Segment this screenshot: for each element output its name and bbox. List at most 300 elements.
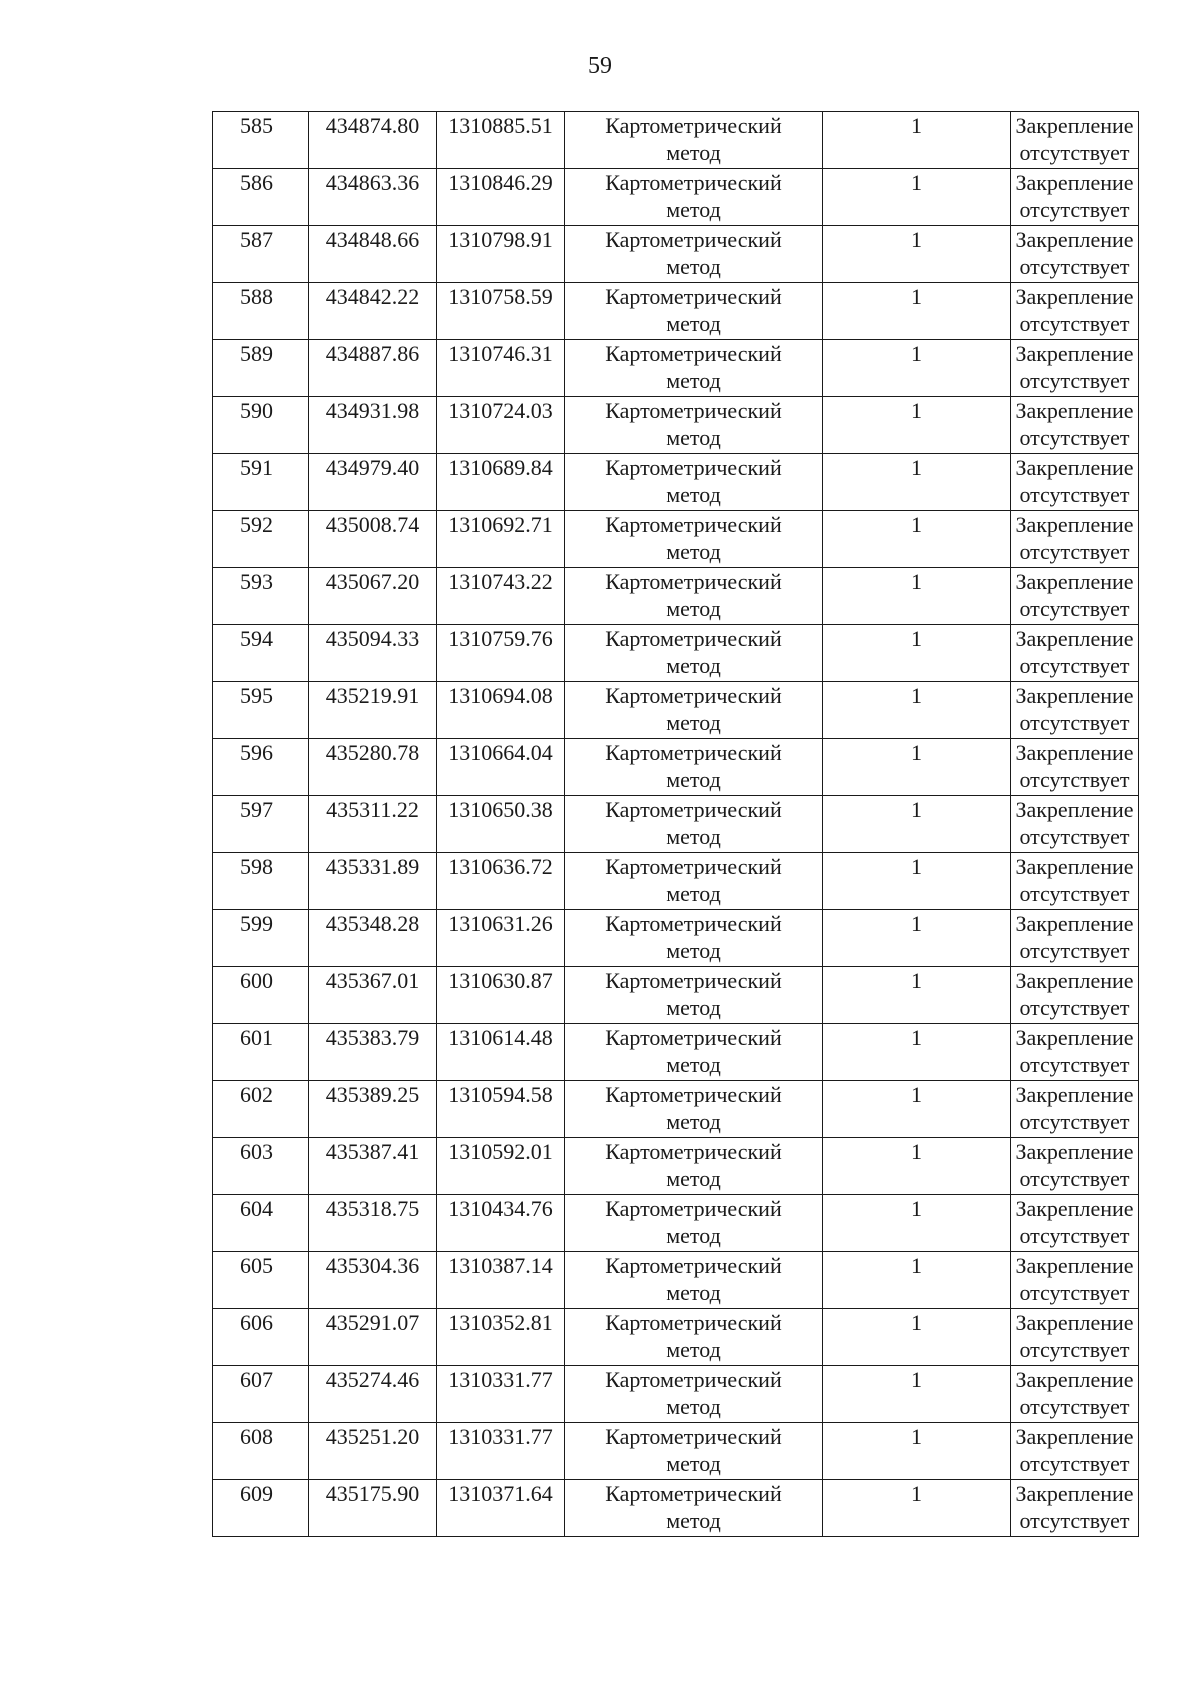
x-coordinate-cell-text: 435274.46 — [325, 1367, 420, 1392]
table-row — [213, 397, 1139, 454]
method-cell-text: метод — [666, 1394, 721, 1419]
x-coordinate-cell-text: 435383.79 — [325, 1025, 420, 1050]
x-coordinate-cell-text: 435067.20 — [325, 569, 420, 594]
method-cell-text: Картометрический — [605, 854, 782, 879]
fixing-cell-text: отсутствует — [1019, 767, 1130, 792]
y-coordinate-cell — [437, 226, 565, 283]
fixing-cell-text: Закрепление — [1015, 797, 1134, 822]
point-number-cell — [213, 1309, 309, 1366]
y-coordinate-cell-text: 1310798.91 — [448, 227, 553, 252]
accuracy-cell — [823, 568, 1011, 625]
method-cell-text: метод — [666, 368, 721, 393]
point-number-cell — [213, 1480, 309, 1537]
method-cell-text: Картометрический — [605, 740, 782, 765]
x-coordinate-cell-text: 435348.28 — [325, 911, 420, 936]
accuracy-cell-text: 1 — [911, 227, 922, 252]
table-row — [213, 796, 1139, 853]
method-cell-text: Картометрический — [605, 341, 782, 366]
fixing-cell-text: Закрепление — [1015, 113, 1134, 138]
x-coordinate-cell — [309, 1081, 437, 1138]
method-cell-text: метод — [666, 425, 721, 450]
point-number-cell — [213, 340, 309, 397]
method-cell-text: метод — [666, 596, 721, 621]
page-number: 59 — [588, 53, 612, 79]
fixing-cell-text: отсутствует — [1019, 881, 1130, 906]
table-row — [213, 568, 1139, 625]
fixing-cell — [1011, 1252, 1139, 1309]
y-coordinate-cell — [437, 340, 565, 397]
method-cell — [565, 910, 823, 967]
table-row — [213, 1081, 1139, 1138]
method-cell — [565, 1480, 823, 1537]
fixing-cell — [1011, 454, 1139, 511]
y-coordinate-cell — [437, 910, 565, 967]
method-cell — [565, 1252, 823, 1309]
method-cell-text: Картометрический — [605, 1025, 782, 1050]
point-number-cell — [213, 1081, 309, 1138]
x-coordinate-cell — [309, 967, 437, 1024]
point-number-cell — [213, 1366, 309, 1423]
method-cell — [565, 454, 823, 511]
accuracy-cell — [823, 1081, 1011, 1138]
fixing-cell-text: отсутствует — [1019, 824, 1130, 849]
y-coordinate-cell — [437, 454, 565, 511]
accuracy-cell — [823, 169, 1011, 226]
point-number-cell-text: 588 — [240, 284, 273, 309]
method-cell-text: Картометрический — [605, 683, 782, 708]
y-coordinate-cell-text: 1310743.22 — [448, 569, 553, 594]
method-cell — [565, 397, 823, 454]
accuracy-cell — [823, 625, 1011, 682]
y-coordinate-cell — [437, 112, 565, 169]
method-cell — [565, 112, 823, 169]
method-cell — [565, 739, 823, 796]
y-coordinate-cell-text: 1310594.58 — [448, 1082, 553, 1107]
point-number-cell — [213, 739, 309, 796]
accuracy-cell-text: 1 — [911, 1025, 922, 1050]
x-coordinate-cell — [309, 340, 437, 397]
table-row — [213, 1423, 1139, 1480]
method-cell-text: Картометрический — [605, 284, 782, 309]
fixing-cell-text: Закрепление — [1015, 1481, 1134, 1506]
accuracy-cell-text: 1 — [911, 1253, 922, 1278]
table-row — [213, 454, 1139, 511]
method-cell-text: Картометрический — [605, 170, 782, 195]
y-coordinate-cell — [437, 625, 565, 682]
x-coordinate-cell-text: 435318.75 — [325, 1196, 420, 1221]
fixing-cell — [1011, 511, 1139, 568]
y-coordinate-cell — [437, 1081, 565, 1138]
table-row — [213, 739, 1139, 796]
y-coordinate-cell — [437, 397, 565, 454]
fixing-cell — [1011, 739, 1139, 796]
fixing-cell — [1011, 1024, 1139, 1081]
method-cell-text: Картометрический — [605, 1253, 782, 1278]
x-coordinate-cell-text: 435389.25 — [325, 1082, 420, 1107]
fixing-cell-text: отсутствует — [1019, 710, 1130, 735]
x-coordinate-cell — [309, 397, 437, 454]
method-cell — [565, 1195, 823, 1252]
accuracy-cell — [823, 1423, 1011, 1480]
table-row — [213, 1252, 1139, 1309]
accuracy-cell-text: 1 — [911, 626, 922, 651]
method-cell-text: Картометрический — [605, 968, 782, 993]
table-row — [213, 625, 1139, 682]
y-coordinate-cell — [437, 1252, 565, 1309]
point-number-cell-text: 606 — [240, 1310, 273, 1335]
fixing-cell — [1011, 682, 1139, 739]
fixing-cell-text: отсутствует — [1019, 482, 1130, 507]
table-row — [213, 910, 1139, 967]
fixing-cell — [1011, 397, 1139, 454]
method-cell-text: метод — [666, 254, 721, 279]
point-number-cell-text: 585 — [240, 113, 273, 138]
point-number-cell — [213, 625, 309, 682]
method-cell-text: метод — [666, 1337, 721, 1362]
table-row — [213, 1366, 1139, 1423]
method-cell — [565, 1366, 823, 1423]
y-coordinate-cell-text: 1310636.72 — [448, 854, 553, 879]
accuracy-cell-text: 1 — [911, 1481, 922, 1506]
table-row — [213, 1195, 1139, 1252]
y-coordinate-cell-text: 1310592.01 — [448, 1139, 553, 1164]
fixing-cell-text: Закрепление — [1015, 227, 1134, 252]
table-row — [213, 340, 1139, 397]
fixing-cell — [1011, 568, 1139, 625]
point-number-cell-text: 602 — [240, 1082, 273, 1107]
x-coordinate-cell-text: 435367.01 — [325, 968, 420, 993]
point-number-cell-text: 599 — [240, 911, 273, 936]
method-cell-text: Картометрический — [605, 1424, 782, 1449]
accuracy-cell-text: 1 — [911, 341, 922, 366]
x-coordinate-cell-text: 435008.74 — [325, 512, 420, 537]
method-cell-text: метод — [666, 824, 721, 849]
y-coordinate-cell-text: 1310759.76 — [448, 626, 553, 651]
point-number-cell-text: 587 — [240, 227, 273, 252]
point-number-cell-text: 603 — [240, 1139, 273, 1164]
fixing-cell-text: Закрепление — [1015, 683, 1134, 708]
y-coordinate-cell — [437, 796, 565, 853]
x-coordinate-cell — [309, 1423, 437, 1480]
method-cell-text: метод — [666, 1223, 721, 1248]
fixing-cell-text: отсутствует — [1019, 1052, 1130, 1077]
point-number-cell — [213, 283, 309, 340]
x-coordinate-cell — [309, 739, 437, 796]
table-row — [213, 283, 1139, 340]
fixing-cell — [1011, 283, 1139, 340]
point-number-cell-text: 600 — [240, 968, 273, 993]
y-coordinate-cell — [437, 1309, 565, 1366]
point-number-cell — [213, 1195, 309, 1252]
fixing-cell — [1011, 625, 1139, 682]
method-cell-text: Картометрический — [605, 113, 782, 138]
x-coordinate-cell-text: 434863.36 — [325, 170, 420, 195]
fixing-cell — [1011, 112, 1139, 169]
point-number-cell — [213, 853, 309, 910]
point-number-cell — [213, 397, 309, 454]
point-number-cell — [213, 967, 309, 1024]
fixing-cell-text: Закрепление — [1015, 626, 1134, 651]
fixing-cell-text: отсутствует — [1019, 1451, 1130, 1476]
fixing-cell — [1011, 967, 1139, 1024]
accuracy-cell — [823, 1195, 1011, 1252]
method-cell-text: метод — [666, 938, 721, 963]
x-coordinate-cell-text: 434887.86 — [325, 341, 420, 366]
x-coordinate-cell-text: 435251.20 — [325, 1424, 420, 1449]
fixing-cell-text: отсутствует — [1019, 596, 1130, 621]
x-coordinate-cell-text: 435311.22 — [326, 797, 419, 822]
accuracy-cell — [823, 682, 1011, 739]
accuracy-cell — [823, 1309, 1011, 1366]
y-coordinate-cell-text: 1310387.14 — [448, 1253, 553, 1278]
method-cell-text: Картометрический — [605, 1139, 782, 1164]
x-coordinate-cell — [309, 1252, 437, 1309]
accuracy-cell — [823, 796, 1011, 853]
point-number-cell-text: 598 — [240, 854, 273, 879]
accuracy-cell-text: 1 — [911, 113, 922, 138]
fixing-cell-text: Закрепление — [1015, 1424, 1134, 1449]
fixing-cell — [1011, 1480, 1139, 1537]
accuracy-cell — [823, 1366, 1011, 1423]
method-cell-text: Картометрический — [605, 1367, 782, 1392]
y-coordinate-cell-text: 1310630.87 — [448, 968, 553, 993]
method-cell-text: метод — [666, 995, 721, 1020]
method-cell-text: метод — [666, 539, 721, 564]
point-number-cell — [213, 568, 309, 625]
accuracy-cell-text: 1 — [911, 170, 922, 195]
point-number-cell-text: 607 — [240, 1367, 273, 1392]
accuracy-cell — [823, 1480, 1011, 1537]
y-coordinate-cell-text: 1310885.51 — [448, 113, 553, 138]
fixing-cell-text: отсутствует — [1019, 311, 1130, 336]
fixing-cell-text: Закрепление — [1015, 1082, 1134, 1107]
fixing-cell-text: отсутствует — [1019, 938, 1130, 963]
method-cell — [565, 796, 823, 853]
method-cell-text: Картометрический — [605, 1082, 782, 1107]
accuracy-cell-text: 1 — [911, 797, 922, 822]
point-number-cell — [213, 169, 309, 226]
x-coordinate-cell-text: 435219.91 — [325, 683, 420, 708]
fixing-cell-text: отсутствует — [1019, 1508, 1130, 1533]
point-number-cell-text: 604 — [240, 1196, 273, 1221]
method-cell-text: метод — [666, 1451, 721, 1476]
point-number-cell — [213, 454, 309, 511]
accuracy-cell-text: 1 — [911, 1424, 922, 1449]
coordinates-table-body — [213, 112, 1139, 1537]
y-coordinate-cell — [437, 1366, 565, 1423]
fixing-cell-text: отсутствует — [1019, 539, 1130, 564]
point-number-cell-text: 597 — [240, 797, 273, 822]
table-row — [213, 169, 1139, 226]
fixing-cell-text: Закрепление — [1015, 854, 1134, 879]
x-coordinate-cell — [309, 682, 437, 739]
fixing-cell-text: Закрепление — [1015, 1253, 1134, 1278]
accuracy-cell — [823, 1024, 1011, 1081]
method-cell-text: метод — [666, 1280, 721, 1305]
fixing-cell — [1011, 340, 1139, 397]
point-number-cell-text: 586 — [240, 170, 273, 195]
method-cell — [565, 625, 823, 682]
fixing-cell — [1011, 1309, 1139, 1366]
fixing-cell-text: Закрепление — [1015, 1367, 1134, 1392]
point-number-cell — [213, 1252, 309, 1309]
x-coordinate-cell — [309, 169, 437, 226]
fixing-cell-text: отсутствует — [1019, 368, 1130, 393]
fixing-cell-text: отсутствует — [1019, 1223, 1130, 1248]
point-number-cell-text: 609 — [240, 1481, 273, 1506]
method-cell-text: метод — [666, 311, 721, 336]
accuracy-cell-text: 1 — [911, 1082, 922, 1107]
method-cell-text: Картометрический — [605, 455, 782, 480]
coordinates-table — [212, 111, 1139, 1537]
y-coordinate-cell-text: 1310692.71 — [448, 512, 553, 537]
point-number-cell — [213, 1024, 309, 1081]
method-cell-text: Картометрический — [605, 398, 782, 423]
method-cell-text: метод — [666, 197, 721, 222]
accuracy-cell — [823, 1252, 1011, 1309]
table-row — [213, 1309, 1139, 1366]
method-cell — [565, 283, 823, 340]
method-cell-text: метод — [666, 1508, 721, 1533]
x-coordinate-cell — [309, 625, 437, 682]
fixing-cell-text: отсутствует — [1019, 425, 1130, 450]
method-cell — [565, 1138, 823, 1195]
x-coordinate-cell — [309, 226, 437, 283]
x-coordinate-cell-text: 435387.41 — [325, 1139, 420, 1164]
y-coordinate-cell — [437, 853, 565, 910]
method-cell — [565, 226, 823, 283]
accuracy-cell-text: 1 — [911, 911, 922, 936]
y-coordinate-cell — [437, 1195, 565, 1252]
method-cell — [565, 169, 823, 226]
fixing-cell-text: отсутствует — [1019, 1109, 1130, 1134]
y-coordinate-cell-text: 1310664.04 — [448, 740, 553, 765]
point-number-cell-text: 608 — [240, 1424, 273, 1449]
fixing-cell — [1011, 796, 1139, 853]
table-row — [213, 112, 1139, 169]
x-coordinate-cell — [309, 1195, 437, 1252]
method-cell-text: метод — [666, 482, 721, 507]
point-number-cell — [213, 1138, 309, 1195]
y-coordinate-cell — [437, 1423, 565, 1480]
x-coordinate-cell-text: 435304.36 — [325, 1253, 420, 1278]
accuracy-cell — [823, 739, 1011, 796]
accuracy-cell-text: 1 — [911, 284, 922, 309]
point-number-cell-text: 595 — [240, 683, 273, 708]
method-cell-text: метод — [666, 767, 721, 792]
method-cell-text: Картометрический — [605, 1481, 782, 1506]
point-number-cell-text: 589 — [240, 341, 273, 366]
x-coordinate-cell — [309, 796, 437, 853]
method-cell-text: метод — [666, 881, 721, 906]
accuracy-cell — [823, 226, 1011, 283]
x-coordinate-cell — [309, 910, 437, 967]
y-coordinate-cell — [437, 568, 565, 625]
accuracy-cell-text: 1 — [911, 1139, 922, 1164]
y-coordinate-cell — [437, 1024, 565, 1081]
point-number-cell-text: 596 — [240, 740, 273, 765]
fixing-cell — [1011, 1366, 1139, 1423]
method-cell-text: Картометрический — [605, 911, 782, 936]
x-coordinate-cell — [309, 1024, 437, 1081]
point-number-cell — [213, 796, 309, 853]
fixing-cell-text: отсутствует — [1019, 653, 1130, 678]
point-number-cell-text: 591 — [240, 455, 273, 480]
fixing-cell-text: отсутствует — [1019, 1166, 1130, 1191]
method-cell — [565, 511, 823, 568]
point-number-cell — [213, 1423, 309, 1480]
y-coordinate-cell — [437, 169, 565, 226]
method-cell-text: метод — [666, 140, 721, 165]
table-row — [213, 226, 1139, 283]
fixing-cell-text: Закрепление — [1015, 1310, 1134, 1335]
x-coordinate-cell — [309, 1309, 437, 1366]
accuracy-cell-text: 1 — [911, 740, 922, 765]
method-cell — [565, 967, 823, 1024]
accuracy-cell — [823, 967, 1011, 1024]
y-coordinate-cell — [437, 739, 565, 796]
method-cell-text: Картометрический — [605, 1310, 782, 1335]
method-cell-text: Картометрический — [605, 569, 782, 594]
y-coordinate-cell-text: 1310434.76 — [448, 1196, 553, 1221]
accuracy-cell-text: 1 — [911, 1196, 922, 1221]
fixing-cell — [1011, 910, 1139, 967]
accuracy-cell — [823, 853, 1011, 910]
point-number-cell-text: 605 — [240, 1253, 273, 1278]
accuracy-cell — [823, 910, 1011, 967]
table-row — [213, 853, 1139, 910]
method-cell-text: метод — [666, 1166, 721, 1191]
x-coordinate-cell — [309, 1138, 437, 1195]
table-row — [213, 1480, 1139, 1537]
x-coordinate-cell-text: 434842.22 — [325, 284, 420, 309]
method-cell — [565, 1309, 823, 1366]
accuracy-cell-text: 1 — [911, 1310, 922, 1335]
y-coordinate-cell-text: 1310331.77 — [448, 1424, 553, 1449]
x-coordinate-cell — [309, 853, 437, 910]
accuracy-cell — [823, 397, 1011, 454]
fixing-cell-text: Закрепление — [1015, 1139, 1134, 1164]
point-number-cell — [213, 226, 309, 283]
x-coordinate-cell — [309, 568, 437, 625]
y-coordinate-cell-text: 1310746.31 — [448, 341, 553, 366]
method-cell-text: метод — [666, 653, 721, 678]
fixing-cell-text: отсутствует — [1019, 1280, 1130, 1305]
fixing-cell — [1011, 1138, 1139, 1195]
y-coordinate-cell — [437, 1138, 565, 1195]
method-cell-text: Картометрический — [605, 227, 782, 252]
accuracy-cell-text: 1 — [911, 1367, 922, 1392]
point-number-cell-text: 592 — [240, 512, 273, 537]
y-coordinate-cell-text: 1310689.84 — [448, 455, 553, 480]
fixing-cell-text: Закрепление — [1015, 455, 1134, 480]
x-coordinate-cell-text: 435291.07 — [325, 1310, 420, 1335]
y-coordinate-cell — [437, 283, 565, 340]
accuracy-cell-text: 1 — [911, 968, 922, 993]
fixing-cell-text: отсутствует — [1019, 197, 1130, 222]
table-row — [213, 511, 1139, 568]
fixing-cell-text: Закрепление — [1015, 740, 1134, 765]
method-cell-text: Картометрический — [605, 1196, 782, 1221]
fixing-cell-text: отсутствует — [1019, 1337, 1130, 1362]
y-coordinate-cell-text: 1310758.59 — [448, 284, 553, 309]
method-cell — [565, 340, 823, 397]
method-cell-text: Картометрический — [605, 797, 782, 822]
point-number-cell — [213, 511, 309, 568]
method-cell — [565, 1081, 823, 1138]
table-row — [213, 967, 1139, 1024]
x-coordinate-cell-text: 434874.80 — [325, 113, 420, 138]
